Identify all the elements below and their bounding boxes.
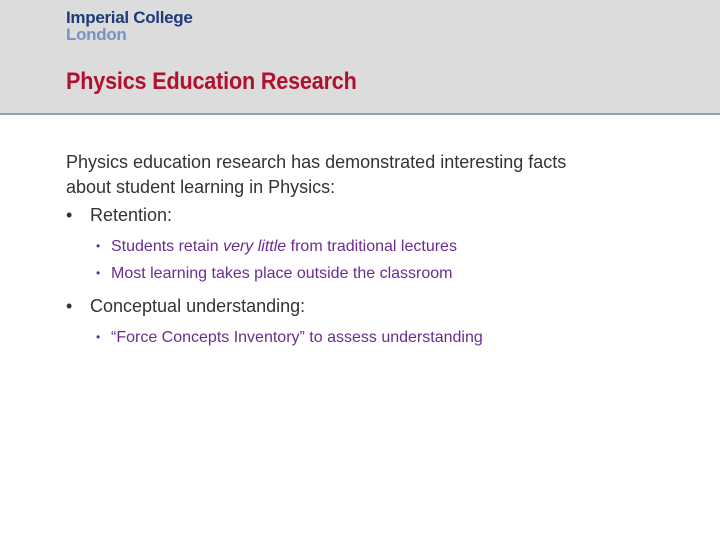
slide-body [66, 150, 666, 351]
slide-header [0, 0, 720, 115]
bullet-dot-icon: • [66, 205, 73, 225]
logo-line-1: Imperial College [66, 8, 193, 27]
subbullet-text-post: from traditional lectures [286, 238, 457, 255]
bullet-dot-icon: • [96, 239, 101, 253]
intro-line-2: about student learning in Physics: [66, 177, 336, 197]
bullet-text: Retention: [90, 205, 173, 225]
logo-line-2: London [66, 25, 127, 44]
subbullet-retain-little [66, 233, 666, 260]
subbullet-text: Most learning takes place outside the classroom [111, 265, 453, 282]
bullet-text: Conceptual understanding: [90, 296, 306, 316]
intro-paragraph [66, 150, 666, 200]
slide-title: Physics Education Research [66, 68, 357, 95]
bullet-dot-icon: • [66, 296, 73, 316]
conceptual-sublist [66, 324, 666, 351]
subbullet-text: “Force Concepts Inventory” to assess understanding [111, 329, 483, 346]
subbullet-outside-classroom [66, 260, 666, 287]
intro-line-1: Physics education research has demonstrated interesting facts [66, 152, 567, 172]
bullet-conceptual [66, 294, 666, 318]
subbullet-force-concepts [66, 324, 666, 351]
retention-sublist [66, 233, 666, 287]
imperial-college-logo [66, 9, 193, 43]
bullet-retention [66, 203, 666, 227]
subbullet-text-pre: Students retain [111, 238, 224, 255]
subbullet-emphasis: very little [223, 238, 287, 255]
bullet-dot-icon: • [96, 266, 101, 280]
bullet-dot-icon: • [96, 330, 101, 344]
